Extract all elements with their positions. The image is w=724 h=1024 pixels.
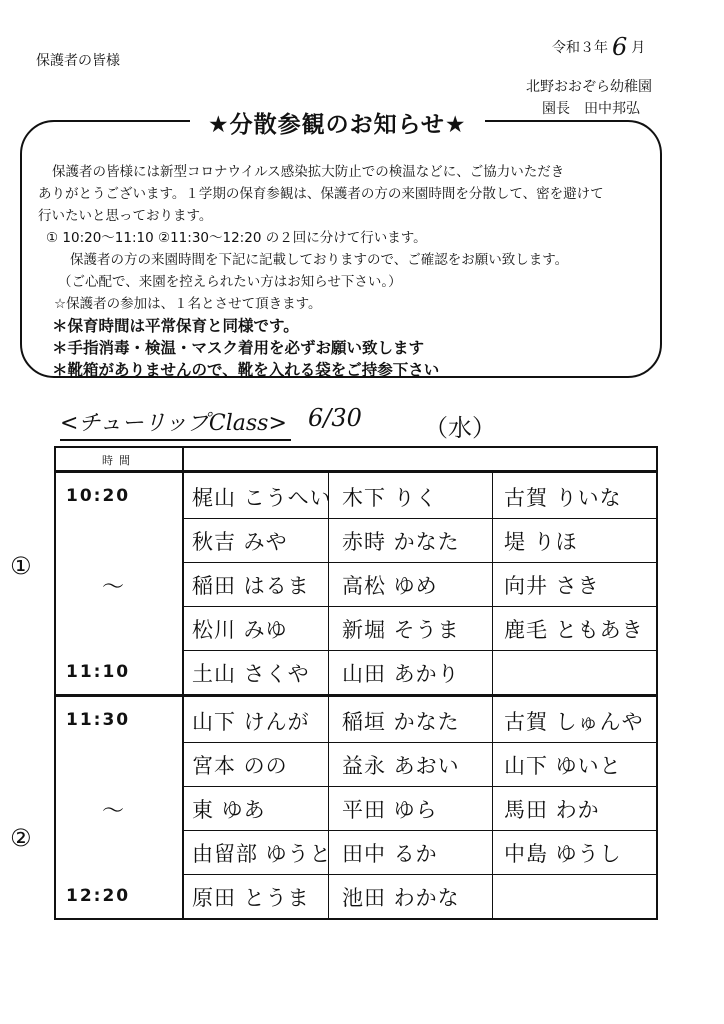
recipient: 保護者の皆様 — [36, 53, 120, 69]
child-name: 山下 ゆいと — [504, 754, 622, 778]
child-name: 新堀 そうま — [342, 618, 460, 642]
table-row-rule — [182, 518, 656, 519]
group-2-end-time: 12:20 — [66, 886, 131, 906]
date-month: 6 — [612, 33, 628, 61]
notice-bold-line: ＊靴箱がありませんので、靴を入れる袋をご持参下さい — [52, 361, 440, 379]
child-name: 平田 ゆら — [342, 798, 438, 822]
school-name: 北野おおぞら幼稚園 — [526, 79, 652, 95]
notice-bold-line: ＊保育時間は平常保育と同様です。 — [52, 317, 299, 335]
schedule-table — [54, 446, 658, 920]
child-name: 山田 あかり — [342, 662, 460, 686]
child-name: 益永 あおい — [342, 754, 460, 778]
group-2-tilde: 〜 — [102, 799, 125, 824]
principal-title: 園長 — [542, 101, 570, 117]
group-1-start-time: 10:20 — [66, 486, 131, 506]
notice-schedule-line: ① 10:20～11:10 ②11:30～12:20 の２回に分けて行います。 — [46, 230, 427, 246]
group-2-start-time: 11:30 — [66, 710, 131, 730]
child-name: 田中 るか — [342, 842, 438, 866]
principal-name: 田中邦弘 — [584, 101, 640, 117]
date-era: 令和３年 — [552, 40, 608, 56]
event-date: 6/30 — [308, 404, 362, 432]
child-name: 由留部 ゆうと — [192, 842, 332, 866]
child-name: 稲田 はるま — [192, 574, 310, 598]
table-row-rule — [182, 830, 656, 831]
child-name: 土山 さくや — [192, 662, 310, 686]
table-group-rule — [56, 694, 656, 697]
child-name: 稲垣 かなた — [342, 710, 460, 734]
child-name: 古賀 りいな — [504, 486, 622, 510]
table-row-rule — [182, 650, 656, 651]
child-name: 原田 とうま — [192, 886, 310, 910]
notice-line: ありがとうございます。１学期の保育参観は、保護者の方の来園時間を分散して、密を避けて — [38, 186, 604, 202]
child-name: 松川 みゆ — [192, 618, 288, 642]
notice-line: ☆保護者の参加は、１名とさせて頂きます。 — [54, 296, 322, 312]
notice-line: 保護者の皆様には新型コロナウイルス感染拡大防止での検温などに、ご協力いただき — [52, 164, 565, 180]
principal — [542, 98, 640, 118]
child-name: 高松 ゆめ — [342, 574, 438, 598]
child-name: 馬田 わか — [504, 798, 600, 822]
table-row-rule — [182, 606, 656, 607]
group-1-end-time: 11:10 — [66, 662, 131, 682]
child-name: 鹿毛 ともあき — [504, 618, 644, 642]
class-title: <チューリップClass> — [60, 406, 291, 441]
child-name: 向井 さき — [504, 574, 600, 598]
event-weekday: （水） — [424, 414, 496, 442]
child-name: 木下 りく — [342, 486, 438, 510]
child-name: 山下 けんが — [192, 710, 310, 734]
table-header-time: 時間 — [102, 454, 136, 467]
table-row-rule — [182, 562, 656, 563]
notice-title: ★分散参観のお知らせ★ — [190, 106, 485, 139]
child-name: 梶山 こうへい — [192, 486, 332, 510]
notice-line: 行いたいと思っております。 — [38, 208, 213, 224]
document-date — [552, 30, 646, 61]
notice-line: 保護者の方の来園時間を下記に記載しておりますので、ご確認をお願い致します。 — [70, 252, 569, 268]
date-month-unit: 月 — [631, 40, 646, 56]
group-1-tilde: 〜 — [102, 575, 125, 600]
group-1-mark: ① — [10, 552, 32, 580]
child-name: 赤時 かなた — [342, 530, 460, 554]
table-row-rule — [182, 742, 656, 743]
table-row-rule — [182, 874, 656, 875]
table-header-rule — [56, 470, 656, 473]
child-name: 東 ゆあ — [192, 798, 266, 822]
notice-bold-line: ＊手指消毒・検温・マスク着用を必ずお願い致します — [52, 339, 425, 357]
child-name: 古賀 しゅんや — [504, 710, 644, 734]
child-name: 秋吉 みや — [192, 530, 288, 554]
child-name: 中島 ゆうし — [504, 842, 622, 866]
child-name: 宮本 のの — [192, 754, 288, 778]
notice-line: （ご心配で、来園を控えられたい方はお知らせ下さい。） — [58, 274, 402, 290]
child-name: 堤 りほ — [504, 530, 578, 554]
child-name: 池田 わかな — [342, 886, 460, 910]
table-row-rule — [182, 786, 656, 787]
group-2-mark: ② — [10, 824, 32, 852]
